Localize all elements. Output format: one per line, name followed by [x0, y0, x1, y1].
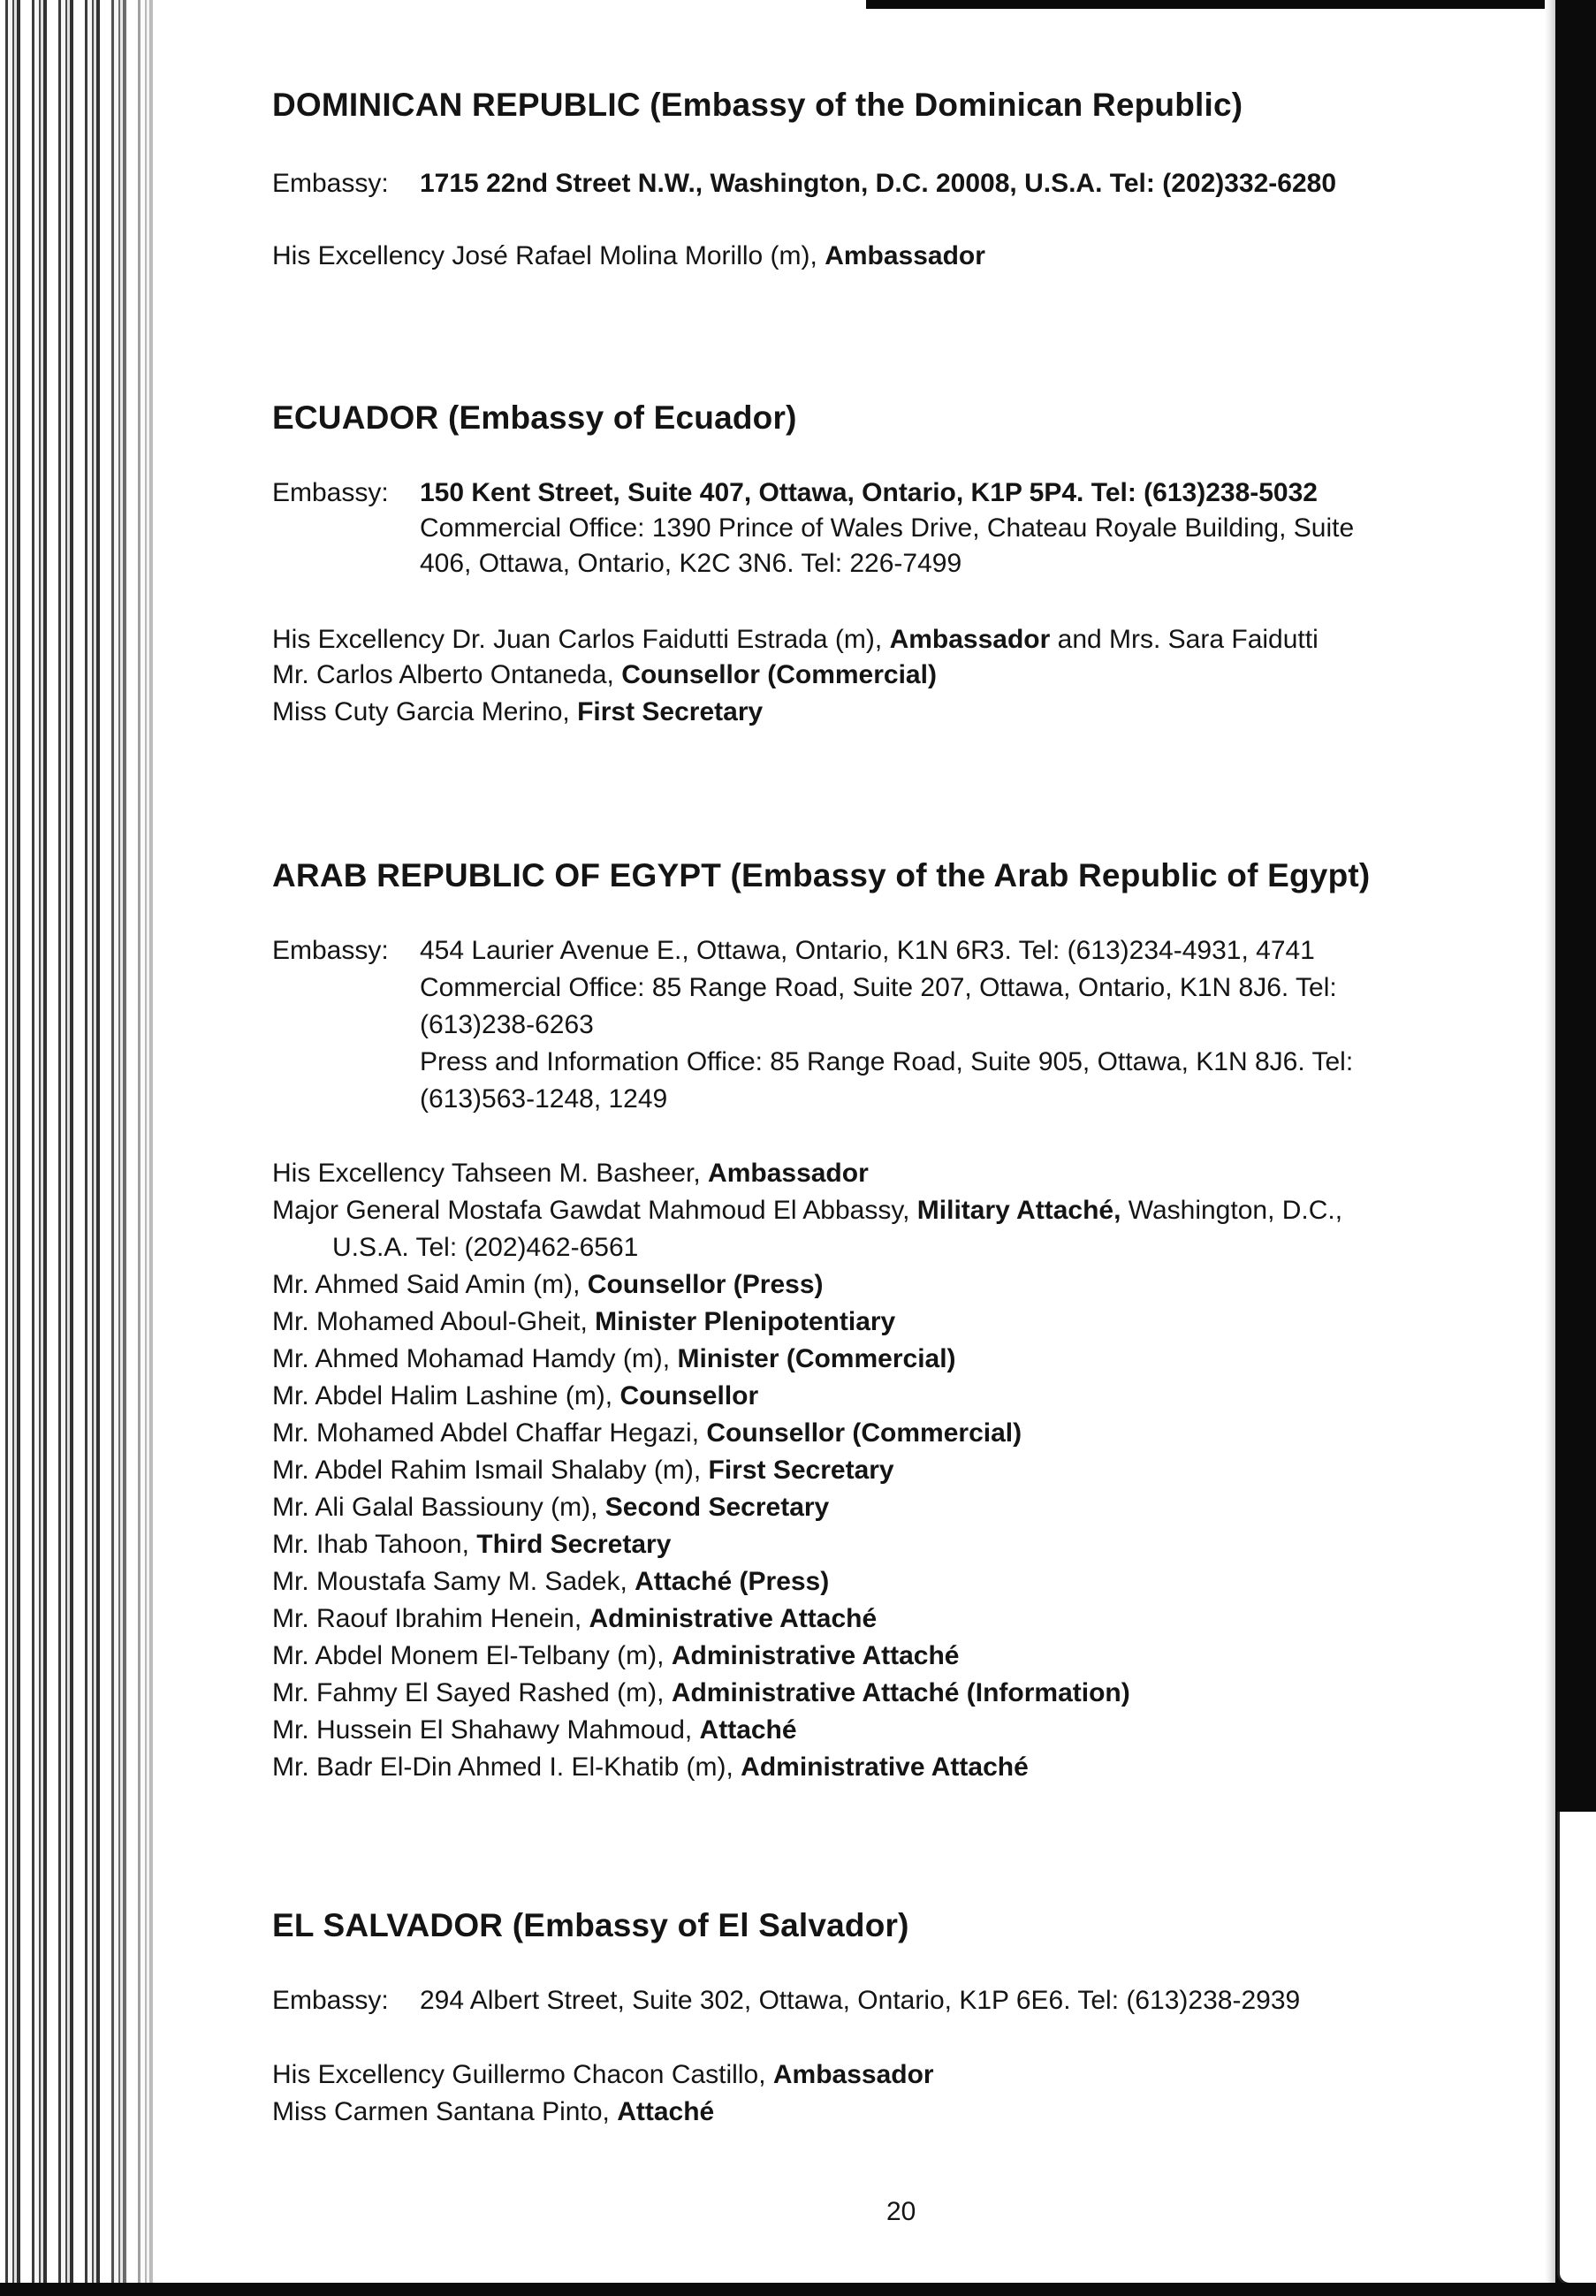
staff-title: Minister (Commercial) [677, 1344, 956, 1373]
page-right-edge [1545, 0, 1555, 2296]
egypt-staff-12 [272, 1603, 877, 1635]
ecuador-staff-2 [272, 659, 937, 691]
egypt-staff-5 [272, 1343, 956, 1375]
ecuador-embassy-address-1 [272, 477, 1318, 509]
staff-name: Mr. Carlos Alberto Ontaneda, [272, 660, 622, 689]
staff-title: Administrative Attaché [741, 1752, 1029, 1782]
egypt-embassy-address-2: Commercial Office: 85 Range Road, Suite 207, Ottawa, Ontario, K1N 8J6. Tel: [420, 973, 1337, 1002]
staff-name: Mr. Raouf Ibrahim Henein, [272, 1604, 589, 1633]
staff-suffix: Washington, D.C., [1121, 1196, 1343, 1225]
address-text: 1715 22nd Street N.W., Washington, D.C. 20008, U.S.A. Tel: (202)332-6280 [420, 169, 1337, 198]
staff-name: Mr. Abdel Rahim Ismail Shalaby (m), [272, 1456, 709, 1485]
egypt-staff-11 [272, 1566, 829, 1598]
staff-title: Administrative Attaché (Information) [671, 1678, 1130, 1707]
staff-title: Second Secretary [604, 1493, 830, 1522]
egypt-embassy-address-3: (613)238-6263 [420, 1010, 594, 1039]
embassy-label: Embassy: [272, 169, 389, 198]
staff-name: Miss Cuty Garcia Merino, [272, 697, 578, 726]
staff-title: Ambassador [889, 625, 1051, 654]
egypt-staff-2 [272, 1195, 1342, 1227]
dominican-staff-1 [272, 240, 985, 272]
staff-title: Ambassador [772, 2060, 934, 2089]
binding-fade [106, 0, 177, 2296]
egypt-staff-4 [272, 1306, 895, 1338]
staff-title: Ambassador [825, 241, 985, 270]
staff-title: Administrative Attaché [671, 1641, 960, 1670]
egypt-staff-3 [272, 1269, 824, 1301]
staff-name: Mr. Hussein El Shahawy Mahmoud, [272, 1715, 700, 1745]
staff-name: Mr. Abdel Monem El-Telbany (m), [272, 1641, 672, 1670]
egypt-staff-14 [272, 1677, 1130, 1709]
ecuador-embassy-address-2: Commercial Office: 1390 Prince of Wales Drive, Chateau Royale Building, Suite [420, 513, 1355, 543]
egypt-staff-9 [272, 1492, 829, 1524]
egypt-staff-6 [272, 1380, 758, 1412]
ecuador-embassy-address-3: 406, Ottawa, Ontario, K2C 3N6. Tel: 226-7499 [420, 549, 962, 578]
egypt-staff-15 [272, 1714, 797, 1746]
staff-name: Miss Carmen Santana Pinto, [272, 2097, 618, 2126]
heading-ecuador: ECUADOR (Embassy of Ecuador) [272, 399, 797, 436]
staff-title: Counsellor (Commercial) [621, 660, 937, 689]
embassy-label: Embassy: [272, 936, 389, 965]
staff-title: Attaché [617, 2097, 715, 2126]
staff-title: Attaché (Press) [635, 1567, 830, 1596]
staff-title: Third Secretary [476, 1530, 672, 1559]
heading-egypt: ARAB REPUBLIC OF EGYPT (Embassy of the Arab Republic of Egypt) [272, 857, 1371, 893]
elsalvador-embassy-address [272, 1985, 1300, 2017]
ecuador-staff-3 [272, 696, 763, 728]
staff-title: First Secretary [577, 697, 764, 726]
staff-name: His Excellency José Rafael Molina Morillo (m), [272, 241, 825, 270]
staff-name: Mr. Ihab Tahoon, [272, 1530, 477, 1559]
staff-name: Mr. Ahmed Said Amin (m), [272, 1270, 588, 1299]
ecuador-staff-1 [272, 624, 1319, 656]
staff-name: His Excellency Guillermo Chacon Castillo, [272, 2060, 773, 2089]
staff-name: His Excellency Tahseen M. Basheer, [272, 1159, 709, 1188]
staff-title: Military Attaché, [916, 1196, 1121, 1225]
egypt-staff-1 [272, 1158, 869, 1190]
staff-name: His Excellency Dr. Juan Carlos Faidutti Estrada (m), [272, 625, 890, 654]
embassy-label: Embassy: [272, 478, 389, 507]
address-text: 150 Kent Street, Suite 407, Ottawa, Ontario, K1P 5P4. Tel: (613)238-5032 [420, 478, 1318, 507]
address-text: 294 Albert Street, Suite 302, Ottawa, Ontario, K1P 6E6. Tel: (613)238-2939 [420, 1986, 1301, 2015]
egypt-staff-8 [272, 1455, 894, 1486]
staff-title: Ambassador [708, 1159, 869, 1188]
egypt-embassy-address-1 [272, 935, 1315, 967]
dominican-embassy-address [272, 168, 1336, 200]
elsalvador-staff-1 [272, 2059, 934, 2091]
egypt-staff-13 [272, 1640, 959, 1672]
staff-name: Major General Mostafa Gawdat Mahmoud El Abbassy, [272, 1196, 917, 1225]
egypt-staff-16 [272, 1752, 1029, 1783]
staff-title: Attaché [699, 1715, 797, 1745]
staff-title: Counsellor (Press) [587, 1270, 824, 1299]
staff-name: Mr. Mohamed Aboul-Gheit, [272, 1307, 596, 1336]
egypt-staff-10 [272, 1529, 671, 1561]
staff-title: Administrative Attaché [589, 1604, 878, 1633]
embassy-label: Embassy: [272, 1986, 389, 2015]
staff-name: Mr. Abdel Halim Lashine (m), [272, 1381, 620, 1410]
egypt-embassy-address-4: Press and Information Office: 85 Range Road, Suite 905, Ottawa, K1N 8J6. Tel: [420, 1047, 1354, 1076]
elsalvador-staff-2 [272, 2096, 714, 2128]
staff-name: Mr. Badr El-Din Ahmed I. El-Khatib (m), [272, 1752, 741, 1782]
egypt-staff-2-continuation: U.S.A. Tel: (202)462-6561 [332, 1233, 639, 1262]
address-text: 454 Laurier Avenue E., Ottawa, Ontario, K1N 6R3. Tel: (613)234-4931, 4741 [420, 936, 1315, 965]
heading-el-salvador: EL SALVADOR (Embassy of El Salvador) [272, 1907, 909, 1943]
staff-name: Mr. Ali Galal Bassiouny (m), [272, 1493, 605, 1522]
staff-title: Counsellor (Commercial) [706, 1418, 1022, 1448]
staff-name: Mr. Fahmy El Sayed Rashed (m), [272, 1678, 672, 1707]
staff-name: Mr. Ahmed Mohamad Hamdy (m), [272, 1344, 678, 1373]
staff-title: First Secretary [708, 1456, 894, 1485]
heading-dominican-republic: DOMINICAN REPUBLIC (Embassy of the Dominican Republic) [272, 87, 1243, 123]
staff-title: Minister Plenipotentiary [595, 1307, 896, 1336]
staff-name: Mr. Moustafa Samy M. Sadek, [272, 1567, 635, 1596]
staff-name: Mr. Mohamed Abdel Chaffar Hegazi, [272, 1418, 707, 1448]
next-page-edge [1557, 1812, 1596, 2285]
egypt-staff-7 [272, 1418, 1022, 1449]
staff-suffix: and Mrs. Sara Faidutti [1050, 625, 1319, 654]
staff-title: Counsellor [619, 1381, 759, 1410]
egypt-embassy-address-5: (613)563-1248, 1249 [420, 1084, 668, 1114]
directory-page [272, 0, 1545, 2296]
page-number: 20 [886, 2197, 916, 2226]
